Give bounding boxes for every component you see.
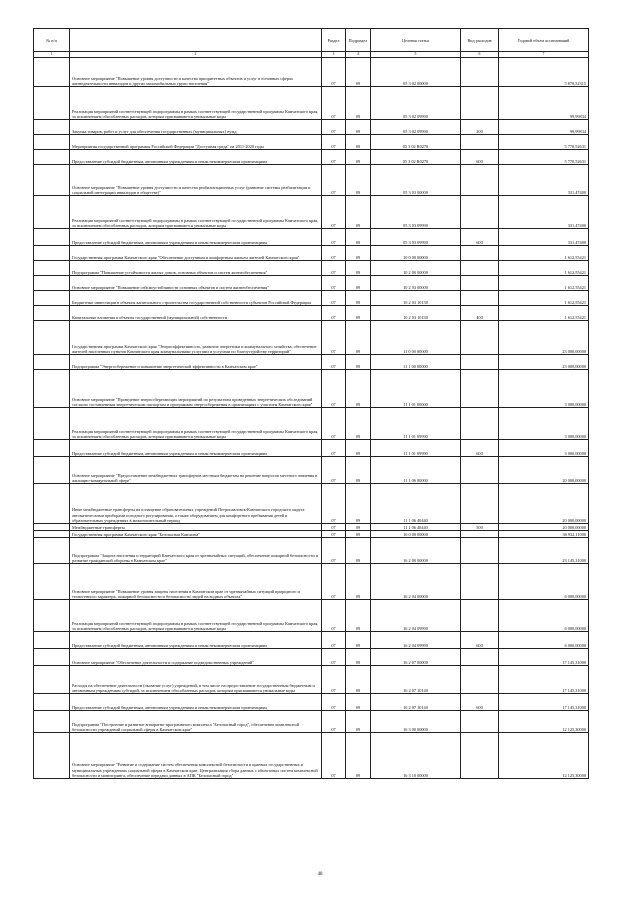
row-vr-cell: 500 (461, 524, 499, 531)
column-number: 6 (461, 52, 499, 58)
row-amount-cell: 3 000,00000 (499, 370, 589, 408)
row-podrazdel-cell: 09 (346, 58, 371, 87)
row-name-cell: Предоставление субсидий бюджетным, автономным учреждениям и иным некоммерческим организациям (70, 632, 322, 649)
row-podrazdel-cell: 09 (346, 229, 371, 246)
row-name-cell: Подпрограмма "Повышение устойчивости жилых домов, основных объектов и систем жизнеобеспечения" (70, 261, 322, 276)
row-razdel-cell: 07 (322, 261, 346, 276)
table-header-row (34, 29, 589, 52)
budget-table (33, 28, 589, 779)
row-csr-cell: 05 3 03 09990 (371, 196, 461, 229)
budget-table-sheet (33, 28, 588, 779)
row-razdel-cell: 07 (322, 711, 346, 733)
row-podrazdel-cell: 09 (346, 135, 371, 150)
row-vr-cell (461, 196, 499, 229)
row-csr-cell: 11 1 06 40440 (371, 484, 461, 524)
header-csr: Целевая статья (371, 29, 461, 52)
row-number-cell (34, 165, 70, 196)
row-name-cell: Основное мероприятие "Повышение уровня защиты населения в Камчатском крае от чрезвычайных ситуаций природного и техногенного характера, пожарной безопасности и безопасности людей на водных объектах" (70, 564, 322, 600)
row-podrazdel-cell: 09 (346, 291, 371, 306)
row-amount-cell: 23 145,31000 (499, 538, 589, 564)
row-razdel-cell: 07 (322, 524, 346, 531)
table-row (34, 246, 589, 261)
row-amount-cell: 12 125,30000 (499, 733, 589, 779)
row-vr-cell (461, 58, 499, 87)
table-row (34, 87, 589, 120)
row-razdel-cell: 07 (322, 733, 346, 779)
row-podrazdel-cell: 09 (346, 632, 371, 649)
row-amount-cell: 99,99834 (499, 87, 589, 120)
row-name-cell: Подпрограмма "Защита населения и территорий Камчатского края от чрезвычайных ситуаций, обеспечение пожарной безопасности и развитие гражданской обороны в Камчатском крае" (70, 538, 322, 564)
row-number-cell (34, 484, 70, 524)
row-podrazdel-cell: 09 (346, 276, 371, 291)
row-amount-cell: 1 612,55421 (499, 291, 589, 306)
row-number-cell (34, 276, 70, 291)
row-vr-cell: 600 (461, 694, 499, 711)
row-csr-cell: 11 1 01 00000 (371, 370, 461, 408)
row-amount-cell: 1 612,55421 (499, 246, 589, 261)
row-vr-cell (461, 165, 499, 196)
row-csr-cell: 05 3 03 09990 (371, 229, 461, 246)
table-row (34, 733, 589, 779)
row-number-cell (34, 524, 70, 531)
row-vr-cell: 600 (461, 229, 499, 246)
row-name-cell: Межбюджетные трансферты (70, 524, 322, 531)
row-podrazdel-cell: 09 (346, 87, 371, 120)
row-amount-cell: 6 000,00000 (499, 632, 589, 649)
row-razdel-cell: 07 (322, 538, 346, 564)
row-razdel-cell: 07 (322, 87, 346, 120)
row-number-cell (34, 321, 70, 355)
row-podrazdel-cell: 09 (346, 196, 371, 229)
row-vr-cell (461, 649, 499, 666)
row-csr-cell: 16 2 07 10140 (371, 694, 461, 711)
row-csr-cell: 10 0 00 00000 (371, 246, 461, 261)
row-name-cell: Реализация мероприятий соответствующей подпрограммы в рамках соответствующей государственной программы Камчатского края, за исключением обособленных расходов, которым присваиваются уникальные коды (70, 196, 322, 229)
row-number-cell (34, 408, 70, 440)
row-amount-cell: 20 000,00000 (499, 524, 589, 531)
row-name-cell: Реализация мероприятий соответствующей подпрограммы в рамках соответствующей государственной программы Камчатского края, за исключением обособленных расходов, которым присваиваются уникальные коды (70, 600, 322, 632)
row-podrazdel-cell: 09 (346, 694, 371, 711)
table-row (34, 531, 589, 538)
row-razdel-cell: 07 (322, 564, 346, 600)
row-amount-cell: 331,47400 (499, 229, 589, 246)
table-row (34, 666, 589, 694)
row-vr-cell (461, 484, 499, 524)
row-vr-cell (461, 261, 499, 276)
row-name-cell: Государственная программа Камчатского края "Обеспечение доступным и комфортным жильем жителей Камчатского края" (70, 246, 322, 261)
row-name-cell: Основное мероприятие "Повышение сейсмоустойчивости основных объектов и систем жизнеобеспечения" (70, 276, 322, 291)
row-vr-cell (461, 135, 499, 150)
row-podrazdel-cell: 09 (346, 261, 371, 276)
header-num: № п/п (34, 29, 70, 52)
row-name-cell: Иные межбюджетные трансферты на оснащение образовательных учреждений Петропавловск-Камчатского городского округа автоматическими приборами погодного регулирования, а также оборудованием для комфортного пребывания детей в образовательных учреждениях в межотопительный период (70, 484, 322, 524)
row-podrazdel-cell: 09 (346, 440, 371, 457)
table-row (34, 600, 589, 632)
row-number-cell (34, 196, 70, 229)
row-number-cell (34, 733, 70, 779)
row-csr-cell: 16 2 07 00000 (371, 649, 461, 666)
row-podrazdel-cell: 09 (346, 600, 371, 632)
table-row (34, 120, 589, 135)
table-row (34, 484, 589, 524)
row-amount-cell: 17 145,31000 (499, 694, 589, 711)
row-name-cell: Государственная программа Камчатского края "Энергоэффективность, развитие энергетики и коммунального хозяйства, обеспечение жителей населенных пунктов Камчатского края коммунальными услугами и услугами по благоустройству территорий" (70, 321, 322, 355)
row-vr-cell (461, 370, 499, 408)
row-amount-cell: 5 770,52631 (499, 135, 589, 150)
row-number-cell (34, 564, 70, 600)
row-amount-cell: 12 125,30000 (499, 711, 589, 733)
table-row (34, 632, 589, 649)
row-razdel-cell: 07 (322, 165, 346, 196)
column-number: 5 (371, 52, 461, 58)
row-razdel-cell: 07 (322, 600, 346, 632)
row-vr-cell (461, 457, 499, 484)
row-razdel-cell: 07 (322, 649, 346, 666)
row-razdel-cell: 07 (322, 135, 346, 150)
row-number-cell (34, 538, 70, 564)
row-name-cell: Предоставление субсидий бюджетным, автономным учреждениям и иным некоммерческим организациям (70, 694, 322, 711)
table-row (34, 58, 589, 87)
row-vr-cell: 200 (461, 120, 499, 135)
row-podrazdel-cell: 09 (346, 649, 371, 666)
row-number-cell (34, 261, 70, 276)
row-number-cell (34, 711, 70, 733)
table-row (34, 165, 589, 196)
row-name-cell: Расходы на обеспечение деятельности (оказание услуг) учреждений, в том числе на предоставление государственным бюджетным и автономным учреждениям субсидий, за исключением обособленных расходов, которым присваиваются уникальные коды (70, 666, 322, 694)
row-razdel-cell: 07 (322, 196, 346, 229)
row-csr-cell: 10 2 03 10130 (371, 291, 461, 306)
row-number-cell (34, 355, 70, 370)
table-row (34, 196, 589, 229)
row-name-cell: Предоставление субсидий бюджетным, автономным учреждениям и иным некоммерческим организациям (70, 229, 322, 246)
row-razdel-cell: 07 (322, 355, 346, 370)
row-name-cell: Основное мероприятие "Предоставление межбюджетных трансфертов местным бюджетам на решение вопросов местного значения в жилищно-коммунальной сфере" (70, 457, 322, 484)
row-podrazdel-cell: 09 (346, 457, 371, 484)
row-vr-cell (461, 531, 499, 538)
row-vr-cell: 600 (461, 150, 499, 165)
row-razdel-cell: 07 (322, 370, 346, 408)
row-podrazdel-cell: 09 (346, 538, 371, 564)
table-row (34, 229, 589, 246)
row-csr-cell: 05 3 03 00000 (371, 165, 461, 196)
row-number-cell (34, 306, 70, 321)
row-amount-cell: 6 000,00000 (499, 600, 589, 632)
row-csr-cell: 16 2 04 09990 (371, 600, 461, 632)
row-number-cell (34, 457, 70, 484)
row-name-cell: Реализация мероприятий соответствующей подпрограммы в рамках соответствующей государственной программы Камчатского края, за исключением обособленных расходов, которым присваиваются уникальные коды (70, 408, 322, 440)
table-row (34, 276, 589, 291)
row-name-cell: Реализация мероприятий соответствующей подпрограммы в рамках соответствующей государственной программы Камчатского края, за исключением обособленных расходов, которым присваиваются уникальные коды (70, 87, 322, 120)
table-row (34, 370, 589, 408)
row-podrazdel-cell: 09 (346, 370, 371, 408)
row-csr-cell: 11 1 01 09990 (371, 440, 461, 457)
row-name-cell: Предоставление субсидий бюджетным, автономным учреждениям и иным некоммерческим организациям (70, 150, 322, 165)
row-vr-cell (461, 355, 499, 370)
row-csr-cell: 05 3 02 09990 (371, 87, 461, 120)
row-csr-cell: 05 3 02 00000 (371, 58, 461, 87)
table-row (34, 649, 589, 666)
row-name-cell: Основное мероприятие "Повышение уровня доступности и качества приоритетных объектов и услуг в основных сферах жизнедеятельности инвалидов и других маломобильных групп населения" (70, 58, 322, 87)
row-razdel-cell: 07 (322, 632, 346, 649)
row-podrazdel-cell: 09 (346, 165, 371, 196)
row-number-cell (34, 135, 70, 150)
column-number: 1 (34, 52, 70, 58)
row-amount-cell: 3 000,00000 (499, 408, 589, 440)
row-csr-cell: 16 0 00 00000 (371, 531, 461, 538)
row-podrazdel-cell: 09 (346, 531, 371, 538)
row-podrazdel-cell: 09 (346, 150, 371, 165)
table-row (34, 711, 589, 733)
table-row (34, 291, 589, 306)
row-csr-cell: 16 2 04 09990 (371, 632, 461, 649)
row-name-cell: Бюджетные инвестиции в объекты капитального строительства государственной собственности субъектов Российской Федерации (70, 291, 322, 306)
row-number-cell (34, 666, 70, 694)
page-number: 48 (317, 872, 323, 877)
row-razdel-cell: 07 (322, 484, 346, 524)
row-podrazdel-cell: 09 (346, 666, 371, 694)
row-razdel-cell: 07 (322, 457, 346, 484)
row-number-cell (34, 58, 70, 87)
row-name-cell: Основное мероприятие "Повышение уровня доступности и качества реабилитационных услуг (развитие системы реабилитации и социальной интеграции инвалидов в обществе)" (70, 165, 322, 196)
row-csr-cell: 16 2 07 10140 (371, 666, 461, 694)
row-razdel-cell: 07 (322, 276, 346, 291)
row-podrazdel-cell: 09 (346, 120, 371, 135)
row-number-cell (34, 229, 70, 246)
row-number-cell (34, 370, 70, 408)
row-amount-cell: 23 000,00000 (499, 321, 589, 355)
row-number-cell (34, 246, 70, 261)
row-amount-cell: 36 932,11000 (499, 531, 589, 538)
row-number-cell (34, 291, 70, 306)
row-amount-cell: 6 000,00000 (499, 564, 589, 600)
row-number-cell (34, 531, 70, 538)
row-name-cell: Государственная программа Камчатского края "Безопасная Камчатка" (70, 531, 322, 538)
row-name-cell: Основное мероприятие "Развитие и содержание систем обеспечения комплексной безопасности в краевых государственных и муниципальных учреждениях социальной сферы в Камчатском крае. Централизация сбора данных с объектовых систем комплексной безопасности и мониторинга, обеспечение передачи данных в АПК "Безопасный город" (70, 733, 322, 779)
table-row (34, 306, 589, 321)
row-podrazdel-cell: 09 (346, 321, 371, 355)
row-amount-cell: 99,99834 (499, 120, 589, 135)
row-amount-cell: 23 000,00000 (499, 355, 589, 370)
row-podrazdel-cell: 09 (346, 733, 371, 779)
header-podrazdel: Подраздел (346, 29, 371, 52)
row-name-cell: Основное мероприятие "Обеспечение деятельности и содержание подведомственных учреждений" (70, 649, 322, 666)
row-amount-cell: 3 000,00000 (499, 440, 589, 457)
row-vr-cell: 400 (461, 306, 499, 321)
row-csr-cell: 16 2 04 00000 (371, 564, 461, 600)
row-amount-cell: 1 612,55421 (499, 276, 589, 291)
header-name (70, 29, 322, 52)
column-number: 2 (70, 52, 322, 58)
row-razdel-cell: 07 (322, 694, 346, 711)
row-amount-cell: 331,47400 (499, 165, 589, 196)
row-podrazdel-cell: 09 (346, 484, 371, 524)
row-number-cell (34, 694, 70, 711)
column-number: 7 (499, 52, 589, 58)
row-podrazdel-cell: 09 (346, 306, 371, 321)
table-row (34, 457, 589, 484)
row-razdel-cell: 07 (322, 306, 346, 321)
table-row (34, 440, 589, 457)
header-razdel: Раздел (322, 29, 346, 52)
row-csr-cell: 11 0 00 00000 (371, 321, 461, 355)
column-number: 4 (346, 52, 371, 58)
row-name-cell: Закупка товаров, работ и услуг для обеспечения государственных (муниципальных) нужд (70, 120, 322, 135)
row-vr-cell (461, 87, 499, 120)
table-body (34, 58, 589, 779)
row-csr-cell: 11 1 06 40440 (371, 524, 461, 531)
row-vr-cell (461, 666, 499, 694)
row-csr-cell: 05 3 02 R0270 (371, 150, 461, 165)
row-csr-cell: 10 2 03 10130 (371, 306, 461, 321)
row-razdel-cell: 07 (322, 150, 346, 165)
table-row (34, 321, 589, 355)
row-name-cell: Предоставление субсидий бюджетным, автономным учреждениям и иным некоммерческим организациям (70, 440, 322, 457)
row-razdel-cell: 07 (322, 408, 346, 440)
row-vr-cell (461, 408, 499, 440)
row-vr-cell (461, 291, 499, 306)
row-csr-cell: 11 1 06 00000 (371, 457, 461, 484)
table-row (34, 538, 589, 564)
row-number-cell (34, 87, 70, 120)
row-vr-cell: 600 (461, 632, 499, 649)
row-vr-cell (461, 711, 499, 733)
table-row (34, 261, 589, 276)
row-csr-cell: 11 1 01 09990 (371, 408, 461, 440)
row-amount-cell: 20 000,00000 (499, 484, 589, 524)
row-vr-cell (461, 564, 499, 600)
row-number-cell (34, 440, 70, 457)
row-razdel-cell: 07 (322, 229, 346, 246)
row-amount-cell: 331,47400 (499, 196, 589, 229)
header-amount: Годовой объем ассигнований (499, 29, 589, 52)
row-razdel-cell: 07 (322, 120, 346, 135)
row-name-cell: Подпрограмма "Энергосбережение и повышение энергетической эффективности в Камчатском крае" (70, 355, 322, 370)
row-number-cell (34, 649, 70, 666)
row-amount-cell: 17 145,31000 (499, 649, 589, 666)
row-podrazdel-cell: 09 (346, 524, 371, 531)
row-number-cell (34, 150, 70, 165)
row-razdel-cell: 07 (322, 666, 346, 694)
row-name-cell: Подпрограмма "Построение и развитие аппаратно-программного комплекса "Безопасный город", обеспечение комплексной безопасности учреждений социальной сферы в Камчатском крае" (70, 711, 322, 733)
row-podrazdel-cell: 09 (346, 711, 371, 733)
row-number-cell (34, 600, 70, 632)
table-row (34, 150, 589, 165)
column-number: 3 (322, 52, 346, 58)
row-name-cell: Капитальные вложения в объекты государственной (муниципальной) собственности (70, 306, 322, 321)
row-amount-cell: 1 612,55421 (499, 306, 589, 321)
row-vr-cell: 600 (461, 440, 499, 457)
row-podrazdel-cell: 09 (346, 246, 371, 261)
row-razdel-cell: 07 (322, 440, 346, 457)
table-row (34, 694, 589, 711)
row-csr-cell: 10 2 03 00000 (371, 276, 461, 291)
row-amount-cell: 17 145,31000 (499, 666, 589, 694)
row-podrazdel-cell: 09 (346, 355, 371, 370)
table-row (34, 408, 589, 440)
row-razdel-cell: 07 (322, 531, 346, 538)
row-podrazdel-cell: 09 (346, 408, 371, 440)
row-name-cell: Мероприятия государственной программы Российской Федерации "Доступная среда" на 2011-2020 годы (70, 135, 322, 150)
row-amount-cell: 20 000,00000 (499, 457, 589, 484)
row-number-cell (34, 120, 70, 135)
table-row (34, 135, 589, 150)
table-row (34, 355, 589, 370)
row-amount-cell: 1 612,55421 (499, 261, 589, 276)
table-row (34, 524, 589, 531)
row-csr-cell: 11 1 00 00000 (371, 355, 461, 370)
row-vr-cell (461, 600, 499, 632)
header-vr: Вид расходов (461, 29, 499, 52)
row-vr-cell (461, 538, 499, 564)
row-vr-cell (461, 276, 499, 291)
row-number-cell (34, 632, 70, 649)
row-vr-cell (461, 733, 499, 779)
row-csr-cell: 05 3 02 09990 (371, 120, 461, 135)
row-csr-cell: 05 3 02 R0270 (371, 135, 461, 150)
row-csr-cell: 16 2 00 00000 (371, 538, 461, 564)
row-razdel-cell: 07 (322, 291, 346, 306)
row-csr-cell: 10 2 00 00000 (371, 261, 461, 276)
row-razdel-cell: 07 (322, 321, 346, 355)
row-podrazdel-cell: 09 (346, 564, 371, 600)
row-razdel-cell: 07 (322, 58, 346, 87)
row-razdel-cell: 07 (322, 246, 346, 261)
row-vr-cell (461, 321, 499, 355)
row-vr-cell (461, 246, 499, 261)
row-amount-cell: 5 770,52631 (499, 150, 589, 165)
row-csr-cell: 16 3 00 00000 (371, 711, 461, 733)
row-name-cell: Основное мероприятие "Проведение энергосберегающих мероприятий по результатам проведенных энергетических обследований согласно составленным энергетическим паспортам и программам энергосбережения в организациях с участием Камчатского края" (70, 370, 322, 408)
row-amount-cell: 5 870,52315 (499, 58, 589, 87)
table-row (34, 564, 589, 600)
row-csr-cell: 16 3 10 00000 (371, 733, 461, 779)
